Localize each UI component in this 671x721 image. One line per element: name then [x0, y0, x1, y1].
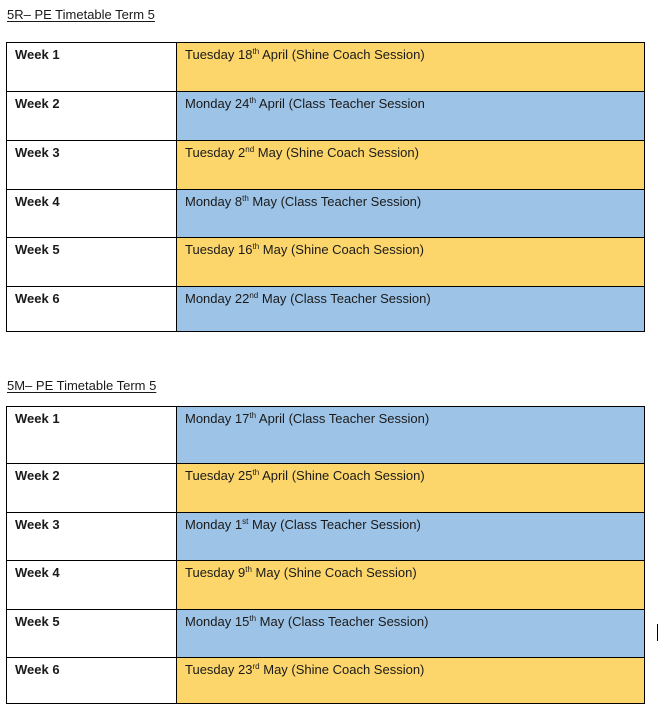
session-cell: Monday 24th April (Class Teacher Session [177, 92, 645, 141]
timetable-5m-heading: 5M– PE Timetable Term 5 [7, 378, 157, 393]
session-cell: Tuesday 2nd May (Shine Coach Session) [177, 141, 645, 190]
session-cell: Tuesday 9th May (Shine Coach Session) [177, 561, 645, 610]
week-label: Week 4 [7, 561, 177, 610]
timetable-5m-table [6, 406, 645, 704]
week-label: Week 1 [7, 43, 177, 92]
table-row [7, 464, 645, 513]
timetable-5r-table [6, 42, 645, 332]
text-cursor [657, 624, 658, 641]
table-row [7, 658, 645, 704]
table-row [7, 238, 645, 287]
session-cell: Tuesday 23rd May (Shine Coach Session) [177, 658, 645, 704]
week-label: Week 2 [7, 92, 177, 141]
table-row [7, 141, 645, 190]
table-row [7, 407, 645, 464]
timetable-5r-heading: 5R– PE Timetable Term 5 [7, 7, 155, 22]
table-row [7, 287, 645, 332]
table-row [7, 43, 645, 92]
table-row [7, 513, 645, 561]
week-label: Week 4 [7, 190, 177, 238]
session-cell: Monday 15th May (Class Teacher Session) [177, 610, 645, 658]
session-cell: Monday 17th April (Class Teacher Session) [177, 407, 645, 464]
week-label: Week 3 [7, 513, 177, 561]
session-cell: Monday 22nd May (Class Teacher Session) [177, 287, 645, 332]
session-cell: Tuesday 16th May (Shine Coach Session) [177, 238, 645, 287]
table-row [7, 190, 645, 238]
week-label: Week 6 [7, 287, 177, 332]
session-cell: Tuesday 18th April (Shine Coach Session) [177, 43, 645, 92]
table-row [7, 561, 645, 610]
session-cell: Monday 1st May (Class Teacher Session) [177, 513, 645, 561]
week-label: Week 2 [7, 464, 177, 513]
table-row [7, 92, 645, 141]
session-cell: Tuesday 25th April (Shine Coach Session) [177, 464, 645, 513]
session-cell: Monday 8th May (Class Teacher Session) [177, 190, 645, 238]
week-label: Week 1 [7, 407, 177, 464]
week-label: Week 5 [7, 610, 177, 658]
week-label: Week 6 [7, 658, 177, 704]
week-label: Week 3 [7, 141, 177, 190]
table-row [7, 610, 645, 658]
week-label: Week 5 [7, 238, 177, 287]
